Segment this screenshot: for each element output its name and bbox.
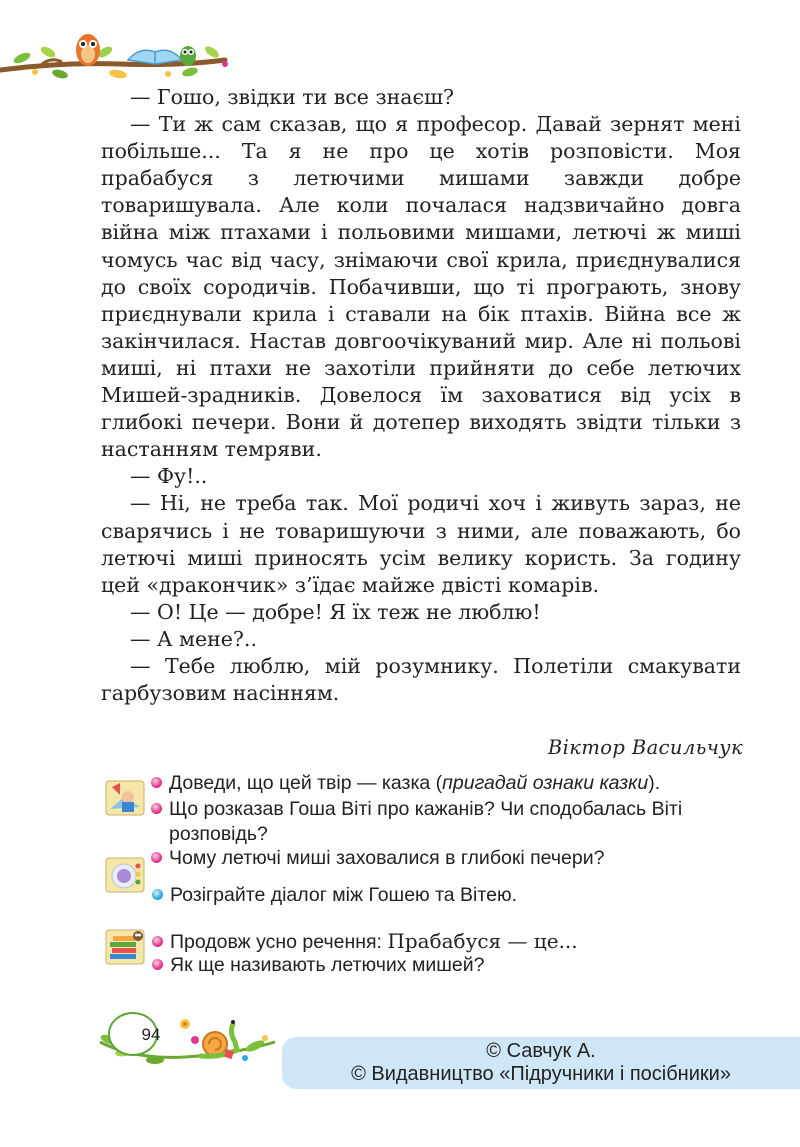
- story-paragraph: — А мене?..: [130, 626, 257, 651]
- story-paragraph: — О! Це — добре! Я їх теж не люблю!: [130, 599, 541, 624]
- story-paragraph: — Гошо, звідки ти все знаєш?: [130, 85, 455, 109]
- author-name: Віктор Васильчук: [547, 736, 743, 759]
- reading-child-icon: [104, 777, 148, 819]
- question-2: Що розказав Гоша Віті про кажанів? Чи сподобалась Віті: [151, 797, 682, 821]
- copyright-author: © Савчук А.: [486, 1040, 596, 1062]
- question-3: Чому летючі миші заховалися в глибокі печери?: [151, 846, 604, 870]
- story-paragraph: — Ні, не треба так. Мої родичі хоч і живуть зараз, не сварячись і не товаришуючи з ними, але поважають, бо летючі миші приносять усім велику користь. За годину цей «дракончик» з’їдає майже двісті комарів.: [101, 491, 741, 597]
- story-paragraph: — Ти ж сам сказав, що я професор. Давай зернят мені побільше... Та я не про це хотів розповісти. Моя прабабуся з летючими мишами завжди добре товаришувала. Але коли почалася надзвичайно довга війна між птахами і польовими мишами, летючі ж миші чомусь час від часу, знімаючи свої крила, приєднувалися до своїх сородичів. Побачивши, що ті програють, знову приєднували крила і ставали на бік птахів. Війна все ж закінчилася. Настав довгоочікуваний мир. Але ні польові миші, ні птахи не захотіли прийняти до себе летючих Мишей-зрадників. Довелося їм заховатися від усіх в глибокі печери. Вони й дотепер виходять звідти тільки з настанням темряви.: [101, 112, 741, 462]
- story-paragraph: — Тебе люблю, мій розумнику. Полетіли смакувати гарбузовим насінням.: [101, 653, 741, 706]
- copyright-band: [282, 1037, 800, 1089]
- snail-flowers-illustration: [95, 1002, 280, 1072]
- task-5: Продовж усно речення: Прабабуся — це...: [152, 929, 578, 954]
- question-2-continued: розповідь?: [169, 823, 268, 845]
- question-6: Як ще називають летючих мишей?: [152, 953, 485, 977]
- page-number: 94: [141, 1025, 161, 1044]
- copyright-publisher: © Видавництво «Підручники і посібники»: [351, 1063, 731, 1085]
- story-text: [101, 84, 741, 707]
- task-4: Розіграйте діалог між Гошею та Вітею.: [152, 883, 517, 907]
- pink-bullet-icon: [152, 959, 163, 970]
- blue-bullet-icon: [152, 889, 163, 900]
- question-1: Доведи, що цей твір — казка (пригадай ознаки казки).: [151, 771, 660, 795]
- pink-bullet-icon: [151, 777, 162, 788]
- pink-bullet-icon: [151, 803, 162, 814]
- story-paragraph: — Фу!..: [130, 464, 208, 489]
- pink-bullet-icon: [152, 936, 163, 947]
- books-owl-icon: [104, 926, 148, 968]
- pink-bullet-icon: [151, 852, 162, 863]
- palette-icon: [104, 854, 148, 896]
- branch-owls-illustration: [0, 22, 240, 82]
